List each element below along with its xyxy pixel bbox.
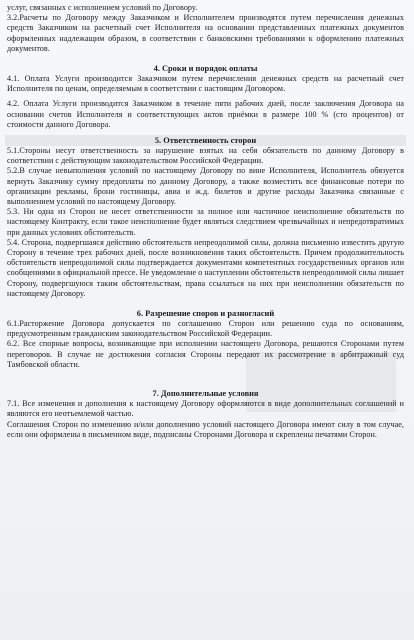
paragraph-4-2: 4.2. Оплата Услуги производится Заказчиком в течение пяти рабочих дней, после заключения Договора на основании счетов Исполнителя и соответствующих актов приёмки в размере 100 % (сто процентов) от стоимости данного Договора. bbox=[7, 99, 404, 129]
section-4-heading: 4. Сроки и порядок оплаты bbox=[153, 64, 258, 74]
paragraph-4-1: 4.1. Оплата Услуги производится Заказчиком путем перечисления денежных средств на расчетный счет Исполнителя по ценам, определяемым в соответствии с настоящим Договором. bbox=[7, 74, 404, 94]
bleed-through-shadow bbox=[246, 352, 396, 412]
section-5-heading: 5. Ответственность сторон bbox=[5, 135, 406, 146]
paragraph-5-1: 5.1.Стороны несут ответственность за нарушение взятых на себя обязательств по данному Договору в соответствии с действующим законодательством Российской Федерации. bbox=[7, 146, 404, 166]
paragraph-3-1-tail: услуг, связанных с исполнением условий по Договору. bbox=[7, 3, 198, 12]
section-7-heading: 7. Дополнительные условия bbox=[152, 389, 259, 399]
paragraph-7-1: 7.1. Все изменения и дополнения к настоящему Договору оформляются в виде дополнительных соглашений и являются его неотъемлемой частью. bbox=[7, 399, 404, 419]
paragraph-5-3: 5.3. Ни одна из Сторон не несет ответственности за полное или частичное неисполнение обязательств по настоящему Контракту, если такое неисполнение будет являться следствием чрезвычайных и непредотвратимых при данных условиях обстоятельств. bbox=[7, 207, 404, 237]
section-6-heading: 6. Разрешение споров и разногласий bbox=[136, 309, 275, 319]
paragraph-5-2: 5.2.В случае невыполнения условий по настоящему Договору по вине Исполнителя, Исполнитель обязуется вернуть Заказчику сумму предоплаты по данному Договору, а также возместить все финансовые потери по организации рекламы, брони гостиницы, авиа и ж.д. билетов и другие расходы Заказчика связанные с выполнением условий по настоящему Договору. bbox=[7, 166, 404, 207]
paragraph-6-1: 6.1.Расторжение Договора допускается по соглашению Сторон или решению суда по основаниям, предусмотренным гражданским законодательством Российской Федерации. bbox=[7, 319, 404, 339]
paragraph-5-4: 5.4. Сторона, подвергшаяся действию обстоятельств непреодолимой силы, должна письменно известить другую Сторону в течение трех рабочих дней, после возникновения таких обстоятельств. Причем продолжительность обстоятельств непреодолимой силы подтверждается документами компетентных государственных органов или сообщениями в официальной прессе. Не уведомление о наступлении обстоятельств непреодолимой силы лишает Сторону, подвергшуюся таким обстоятельствам, права ссылаться на них при неисполнении обязательств по настоящему Договору. bbox=[7, 237, 404, 298]
paragraph-6-2: 6.2. Все спорные вопросы, возникающие при исполнении настоящего Договора, решаются Сторонами путем переговоров. В случае не достижения согласия Стороны передают их рассмотрение в арбитражный суд Тамбовской области. bbox=[7, 339, 404, 369]
paragraph-7-2: Соглашения Сторон по изменению и/или дополнению условий настоящего Договора имеют силу в том случае, если они оформлены в письменном виде, подписаны Сторонами Договора и скреплены печатями Сторон. bbox=[7, 419, 404, 439]
paragraph-3-2: 3.2.Расчеты по Договору между Заказчиком и Исполнителем производятся путем перечисления денежных средств Заказчиком на расчетный счет Исполнителя на основании представленных платежных документов оформленных надлежащим образом, в соответствии с банковскими требованиями к оформлению платежных документов. bbox=[7, 13, 404, 53]
